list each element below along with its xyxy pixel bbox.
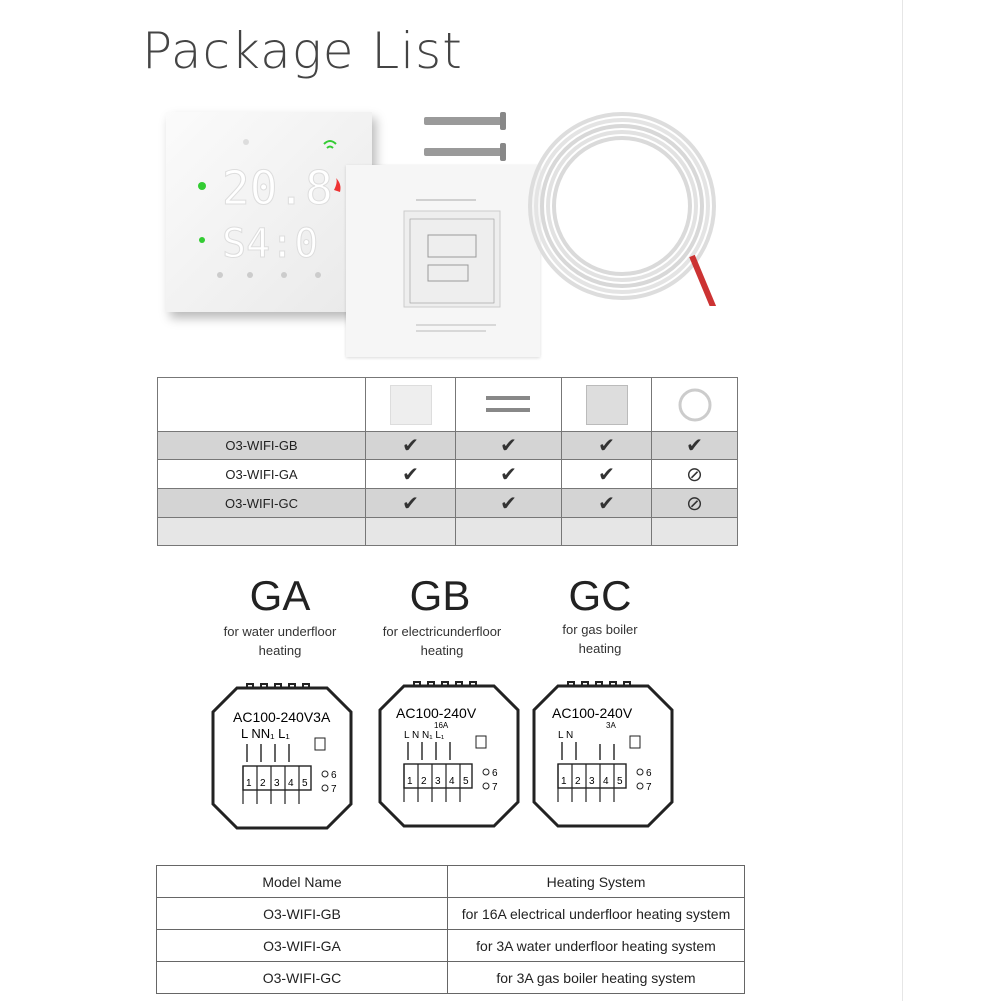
package-row-gb: O3-WIFI-GB ✔ ✔ ✔ ✔ bbox=[158, 432, 738, 460]
svg-text:L N N₁ L₁: L N N₁ L₁ bbox=[404, 730, 445, 741]
svg-text:5: 5 bbox=[617, 776, 623, 787]
package-row-ga: O3-WIFI-GA ✔ ✔ ✔ ⊘ bbox=[158, 460, 738, 489]
system-row-gb: O3-WIFI-GB for 16A electrical underfloor heating system bbox=[157, 898, 745, 930]
svg-text:3: 3 bbox=[589, 776, 595, 787]
svg-text:4: 4 bbox=[288, 778, 294, 789]
system-table-header: Model Name Heating System bbox=[157, 866, 745, 898]
variant-gb-desc: for electricunderfloor heating bbox=[382, 624, 502, 658]
svg-text:3: 3 bbox=[274, 778, 280, 789]
svg-text:AC100-240V: AC100-240V bbox=[552, 705, 633, 721]
svg-text:6: 6 bbox=[331, 770, 337, 781]
svg-text:3: 3 bbox=[435, 776, 441, 787]
page-title: Package List bbox=[142, 22, 463, 80]
package-row-gc: O3-WIFI-GC ✔ ✔ ✔ ⊘ bbox=[158, 489, 738, 518]
wiring-diagram-ga bbox=[207, 682, 357, 834]
svg-text:6: 6 bbox=[646, 768, 652, 779]
svg-text:16A: 16A bbox=[434, 721, 449, 730]
svg-text:L N: L N bbox=[558, 730, 574, 741]
variant-gc-code: GC bbox=[568, 572, 632, 619]
svg-text:7: 7 bbox=[646, 782, 652, 793]
svg-text:AC100-240V: AC100-240V bbox=[396, 705, 477, 721]
variant-ga-desc: for water underfloor heating bbox=[223, 624, 337, 658]
variant-ga-code: GA bbox=[249, 572, 311, 619]
wiring-diagram-gb bbox=[374, 680, 524, 832]
right-margin bbox=[902, 0, 1001, 1001]
svg-text:2: 2 bbox=[421, 776, 427, 787]
svg-text:L NN₁ L₁: L NN₁ L₁ bbox=[241, 726, 290, 741]
thumb-cable bbox=[652, 378, 738, 432]
svg-text:5: 5 bbox=[463, 776, 469, 787]
system-row-ga: O3-WIFI-GA for 3A water underfloor heating system bbox=[157, 930, 745, 962]
thumb-manual bbox=[562, 378, 652, 432]
svg-text:5: 5 bbox=[302, 778, 308, 789]
display-temp: 20.8 bbox=[222, 161, 333, 215]
svg-text:2: 2 bbox=[575, 776, 581, 787]
sensor-cable-photo bbox=[522, 106, 722, 306]
svg-text:3A: 3A bbox=[606, 721, 616, 730]
thermostat-photo bbox=[166, 112, 372, 312]
variant-gc-desc: for gas boiler heating bbox=[562, 622, 638, 656]
svg-text:4: 4 bbox=[603, 776, 609, 787]
svg-text:6: 6 bbox=[492, 768, 498, 779]
thumb-thermostat bbox=[366, 378, 456, 432]
heating-system-table bbox=[156, 865, 745, 994]
package-table bbox=[157, 377, 738, 546]
svg-text:1: 1 bbox=[246, 778, 252, 789]
variant-gb-code: GB bbox=[409, 572, 471, 619]
svg-text:7: 7 bbox=[331, 784, 337, 795]
svg-text:1: 1 bbox=[407, 776, 413, 787]
wiring-diagram-gc bbox=[528, 680, 678, 832]
display-time: S4:0 bbox=[222, 221, 319, 267]
svg-text:AC100-240V3A: AC100-240V3A bbox=[233, 709, 331, 725]
thumb-screws bbox=[456, 378, 562, 432]
svg-text:1: 1 bbox=[561, 776, 567, 787]
user-manual-photo bbox=[346, 165, 540, 357]
svg-text:4: 4 bbox=[449, 776, 455, 787]
svg-text:7: 7 bbox=[492, 782, 498, 793]
svg-text:2: 2 bbox=[260, 778, 266, 789]
system-row-gc: O3-WIFI-GC for 3A gas boiler heating system bbox=[157, 962, 745, 994]
